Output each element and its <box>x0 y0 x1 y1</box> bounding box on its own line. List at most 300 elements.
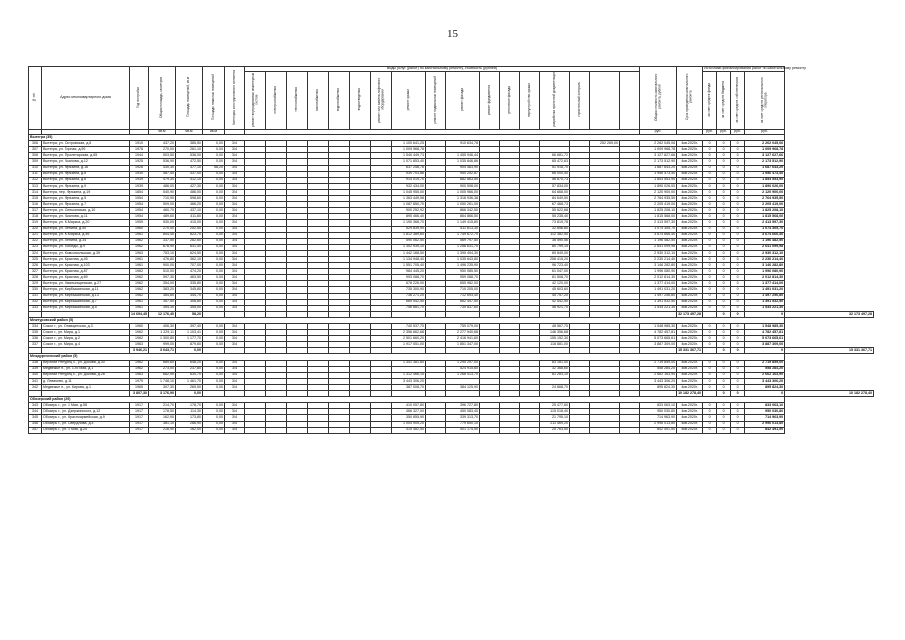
table-cell: 2 719 859,00 <box>640 360 677 366</box>
table-cell <box>590 427 620 433</box>
table-cell: 324 <box>29 250 42 256</box>
table-cell: 486,00 <box>149 183 176 189</box>
total-cell: 0 <box>731 391 745 397</box>
table-cell: 3/4 <box>225 366 245 372</box>
table-cell: 0 <box>731 324 745 330</box>
table-cell: 146 356,68 <box>540 330 570 336</box>
table-cell: 1 455 946,44 <box>446 153 480 159</box>
table-cell: 0 <box>703 226 717 232</box>
table-cell: 4кв.2020г. <box>677 275 703 281</box>
table-cell: 529 839,90 <box>392 226 426 232</box>
table-cell: 1 196 482,50 <box>745 238 785 244</box>
table-cell: 2 413 597,30 <box>640 220 677 226</box>
table-cell: 0 <box>703 196 717 202</box>
table-cell: 0,00 <box>203 189 225 195</box>
table-cell: 314 <box>29 189 42 195</box>
table-cell: 4кв.2020г. <box>677 281 703 287</box>
table-cell: 2 930 312,10 <box>745 250 785 256</box>
total-cell: 32 173 497,28 <box>678 311 702 316</box>
table-cell: 1 491 031,20 <box>745 287 785 293</box>
table-cell: 1 812 389,60 <box>392 232 426 238</box>
table-cell: 1 050 261,00 <box>446 202 480 208</box>
table-cell: 4кв.2020г. <box>677 305 703 311</box>
table-cell: 1962 <box>130 275 149 281</box>
unit-rub: руб. <box>731 130 745 135</box>
table-cell: 0 <box>717 208 731 214</box>
table-cell: 0 <box>731 421 745 427</box>
table-cell: 237,80 <box>176 366 203 372</box>
table-cell: 0 <box>731 378 745 384</box>
total-cell: 10 182 278,40 <box>678 390 702 395</box>
table-cell: 1961 <box>130 256 149 262</box>
table-cell: Верхний Репурец с., ул. Докова, д.30 <box>42 360 130 366</box>
table-cell: 914 019,70 <box>392 177 426 183</box>
table-cell: 833 063,10 <box>745 403 785 409</box>
table-cell: Вытегра, ул. Сенькинская, д.10 <box>42 208 130 214</box>
header-work: строительный контроль <box>570 71 590 130</box>
table-cell: 3/4 <box>225 196 245 202</box>
table-cell: 4кв.2020г. <box>677 403 703 409</box>
table-cell: 3 443 306,20 <box>745 378 785 384</box>
table-cell: 0,00 <box>203 153 225 159</box>
table-header <box>29 67 874 135</box>
table-cell: 1 009 968,78 <box>640 147 677 153</box>
table-cell: 1 316 936,38 <box>446 196 480 202</box>
table-cell: 343 <box>29 403 42 409</box>
total-cell: 14 694,45 <box>131 311 147 316</box>
table-cell: 4кв.2020г. <box>677 366 703 372</box>
table-cell: Вытегра, ул. Пролетарская, д.65 <box>42 153 130 159</box>
table-cell: 25 477,60 <box>540 403 570 409</box>
table-cell: 0 <box>703 336 717 342</box>
table-cell: Вытегра, ул. Островская, д.6 <box>42 141 130 147</box>
table-cell: Вытегра, ул. Фрязина, д.7 <box>42 202 130 208</box>
table-cell: 689,60 <box>149 360 176 366</box>
table-cell: 1962 <box>130 366 149 372</box>
table-cell: 0,00 <box>203 183 225 189</box>
table-cell: 466,20 <box>176 202 203 208</box>
table-cell: 0 <box>731 183 745 189</box>
table-cell: 3/4 <box>225 372 245 378</box>
table-cell: 318 <box>29 214 42 220</box>
table-cell: Вытегра, пер. Фрязина, д.19 <box>42 189 130 195</box>
table-cell: 1 551 705,40 <box>392 263 426 269</box>
unit-rub: руб. <box>703 130 717 135</box>
unit-m2: кв.м <box>149 130 176 135</box>
table-cell: 0 <box>703 165 717 171</box>
table-cell: 0 <box>703 360 717 366</box>
table-cell: 286,90 <box>176 421 203 427</box>
table-cell: 342 <box>29 384 42 390</box>
table-cell: 0,00 <box>203 171 225 177</box>
table-cell: 330 <box>29 287 42 293</box>
table-cell: 0 <box>703 372 717 378</box>
table-cell: 3/4 <box>225 214 245 220</box>
table-cell: 3 674 666,40 <box>640 232 677 238</box>
table-cell: 55 622,68 <box>540 208 570 214</box>
table-cell: 0 <box>703 244 717 250</box>
table-cell: 1 497 256,80 <box>745 293 785 299</box>
table-cell: 354,00 <box>149 281 176 287</box>
table-cell: 412,10 <box>176 177 203 183</box>
total-cell: 0,00 <box>176 348 203 354</box>
table-cell: 2 719 859,00 <box>745 360 785 366</box>
table-cell: 0 <box>703 171 717 177</box>
header-fin-source: за счет средств регионального оператора <box>745 71 785 130</box>
table-cell: 80 799,15 <box>540 244 570 250</box>
table-cell: 736 271,20 <box>392 293 426 299</box>
table-cell: 0,00 <box>203 141 225 147</box>
table-cell: 950 030,80 <box>640 409 677 415</box>
table-cell: 323 <box>29 244 42 250</box>
table-cell: 474,20 <box>176 269 203 275</box>
header-work: утепление фасада <box>500 71 520 130</box>
table-cell: 0 <box>717 189 731 195</box>
table-cell: 1 196 482,50 <box>640 238 677 244</box>
table-cell: 0,00 <box>203 409 225 415</box>
table-cell: 0,00 <box>203 378 225 384</box>
header-number: № п/п <box>29 67 42 130</box>
total-cell: 32 173 497,28 <box>785 311 874 317</box>
table-cell: 4кв.2020г. <box>677 238 703 244</box>
table-cell: 3/4 <box>225 208 245 214</box>
table-cell: Вытегра, ул. Красная, д.103 <box>42 263 130 269</box>
table-cell: 0 <box>717 372 731 378</box>
table-cell: 714 963,90 <box>745 415 785 421</box>
table-cell: 1 825 208,10 <box>640 208 677 214</box>
table-cell: д. Левачево, д.11 <box>42 378 130 384</box>
table-cell: 311 <box>29 171 42 177</box>
header-living-area: Площадь помещений, кв.м <box>176 67 203 130</box>
table-cell: 25 763,50 <box>540 427 570 433</box>
district-title: Обозерский район (29) <box>29 397 785 403</box>
table-cell: 3/4 <box>225 421 245 427</box>
table-cell: Вытегра, ул. Кирбышинская, д.5 <box>42 305 130 311</box>
table-cell: 51 918,70 <box>540 165 570 171</box>
table-cell: 1 258 631,70 <box>446 244 480 250</box>
table-cell: 340 <box>29 372 42 378</box>
table-cell: 55 235,40 <box>540 214 570 220</box>
table-cell: 1 103,41 <box>176 330 203 336</box>
table-cell: 56 670,73 <box>540 177 570 183</box>
table-cell: 58,20 <box>203 165 225 171</box>
table-cell: 0,00 <box>203 220 225 226</box>
table-cell: 3 443 306,20 <box>392 378 426 384</box>
table-cell: 0 <box>717 183 731 189</box>
table-cell: 1 534 221,30 <box>640 305 677 311</box>
total-cell: 0 <box>717 311 731 317</box>
table-cell: 387 008,70 <box>392 384 426 390</box>
table-cell: 489,60 <box>149 214 176 220</box>
table-cell: 0,00 <box>203 384 225 390</box>
table-cell: 932 434,00 <box>392 183 426 189</box>
table-cell: 437,00 <box>176 171 203 177</box>
table-cell: 346 <box>29 421 42 427</box>
table-cell: 3/4 <box>225 153 245 159</box>
table-cell: 0 <box>703 202 717 208</box>
table-cell: 306,80 <box>176 299 203 305</box>
table-cell: 3/4 <box>225 256 245 262</box>
table-cell: 21 795,10 <box>540 415 570 421</box>
table-cell: 2 120 900,00 <box>640 189 677 195</box>
table-cell <box>287 427 308 433</box>
table-cell: 0 <box>717 171 731 177</box>
table-cell: 476,80 <box>149 256 176 262</box>
table-cell: 0 <box>703 141 717 147</box>
table-cell: 1 312 466,10 <box>392 372 426 378</box>
table-cell: 0 <box>703 220 717 226</box>
table-cell: 3/4 <box>225 305 245 311</box>
table-cell: 0 <box>731 208 745 214</box>
table-cell: 3 887 309,00 <box>640 342 677 348</box>
table-cell: 4кв.2020г. <box>677 299 703 305</box>
table-cell: 4кв.2020г. <box>677 330 703 336</box>
table-cell: 4кв.2020г. <box>677 183 703 189</box>
table-cell: 344,70 <box>176 293 203 299</box>
table-cell: 3/4 <box>225 232 245 238</box>
table-cell: 410 057,80 <box>392 403 426 409</box>
table-cell: 0 <box>731 177 745 183</box>
table-cell: 0 <box>731 415 745 421</box>
table-cell: 0 <box>731 244 745 250</box>
table-cell: 1 496 235,90 <box>446 263 480 269</box>
table-cell: 2 662 163,90 <box>745 372 785 378</box>
table-cell: 0,00 <box>203 324 225 330</box>
header-work: ремонт или замена лифтового оборудования <box>371 71 392 130</box>
table-cell: 0 <box>717 409 731 415</box>
table-cell: Вытегра, ул. Красная, д.45 <box>42 256 130 262</box>
table-cell: 0 <box>717 238 731 244</box>
table-cell: 1 491 031,20 <box>640 287 677 293</box>
table-cell: 3/4 <box>225 141 245 147</box>
table-cell: Медвежье п., ул. Кирова, д.1 <box>42 384 130 390</box>
table-cell: 4кв.2020г. <box>677 415 703 421</box>
table-cell: 0 <box>731 269 745 275</box>
table-cell: 1963 <box>130 250 149 256</box>
table-cell: 335,80 <box>176 281 203 287</box>
table-cell: 338 <box>29 360 42 366</box>
table-cell: 3/4 <box>225 324 245 330</box>
table-cell: 3/4 <box>225 342 245 348</box>
header-work: ремонт внутридомовых инженерных систем <box>245 71 266 130</box>
table-cell: 900 598,00 <box>446 183 480 189</box>
table-cell: 4кв.2020г. <box>677 214 703 220</box>
table-cell: 0 <box>731 372 745 378</box>
table-cell: 1979 <box>130 378 149 384</box>
table-cell: 2 996 013,80 <box>640 421 677 427</box>
table-cell: Обозерь г., ул. Дзержинского, д.12 <box>42 409 130 415</box>
total-cell: 15 331 367,71 <box>785 348 874 354</box>
table-cell: 3/4 <box>225 244 245 250</box>
table-cell: 463,50 <box>176 275 203 281</box>
header-work: ремонт фундамента <box>480 71 500 130</box>
table-cell: 624,50 <box>176 250 203 256</box>
table-cell: 48 567,70 <box>540 324 570 330</box>
table-cell: 536,90 <box>149 159 176 165</box>
table-cell: 3/4 <box>225 287 245 293</box>
table-cell: 4кв.2020г. <box>677 202 703 208</box>
table-cell: 4кв.2020г. <box>677 372 703 378</box>
table-cell: 3/4 <box>225 330 245 336</box>
table-cell: 0,00 <box>203 250 225 256</box>
header-work: электроснабжения <box>266 71 287 130</box>
table-cell: Вытегра, ул. Красная, д.87 <box>42 269 130 275</box>
table-cell: 0,00 <box>203 293 225 299</box>
table-cell: 1962 <box>130 336 149 342</box>
table-cell: 2 120 900,00 <box>745 189 785 195</box>
table-cell: 0 <box>703 287 717 293</box>
table-cell: Сокол г., ул. Мира, д.4 <box>42 342 130 348</box>
table-cell: 1 004 905,20 <box>392 421 426 427</box>
table-cell: 0 <box>717 330 731 336</box>
table-cell: 329 <box>29 281 42 287</box>
table-cell: 460,70 <box>149 208 176 214</box>
table-cell: 753,10 <box>149 250 176 256</box>
page-number: 15 <box>447 28 458 40</box>
header-fin-source: за счет средств бюджета <box>717 71 731 130</box>
header-work <box>620 71 640 130</box>
table-cell <box>620 427 640 433</box>
table-cell: 0 <box>731 165 745 171</box>
table-cell: 4кв.2020г. <box>677 153 703 159</box>
table-cell: 0 <box>703 299 717 305</box>
table-cell: 486,00 <box>176 189 203 195</box>
table-cell: 381,10 <box>149 421 176 427</box>
table-cell: 270,50 <box>149 226 176 232</box>
table-cell <box>500 427 520 433</box>
total-cell: 3 946,21 <box>130 348 149 354</box>
table-cell: 1 071 853,40 <box>392 159 426 165</box>
table-cell: 4кв.2020г. <box>677 196 703 202</box>
table-cell: 1 815 568,00 <box>745 214 785 220</box>
table-cell: 0 <box>717 378 731 384</box>
table-cell: 258 415,20 <box>540 256 570 262</box>
table-cell <box>308 427 329 433</box>
table-cell: 779 650,10 <box>446 421 480 427</box>
table-cell: Вытегра, ул. Фрязина, д.9 <box>42 183 130 189</box>
table-cell: 0 <box>731 330 745 336</box>
table-cell: 0 <box>703 238 717 244</box>
table-cell: 334 <box>29 324 42 330</box>
table-cell: 3/4 <box>225 250 245 256</box>
table-cell: 655 982,00 <box>446 281 480 287</box>
table-cell: Вытегра, ул. Комсомольская, д.39 <box>42 250 130 256</box>
table-cell: 0,00 <box>203 202 225 208</box>
table-cell: 0 <box>731 232 745 238</box>
table-cell: 0 <box>731 366 745 372</box>
table-cell: 0 <box>703 421 717 427</box>
table-cell: 1 149 415,80 <box>446 220 480 226</box>
table-cell: 1 363 449,58 <box>392 196 426 202</box>
table-cell: 0 <box>717 275 731 281</box>
table-cell <box>520 427 540 433</box>
table-cell: 1917 <box>130 415 149 421</box>
table-cell: Вытегра, ул. Хвалынщинская, д.27 <box>42 281 130 287</box>
table-cell: 3/4 <box>225 403 245 409</box>
table-cell: 332 <box>29 299 42 305</box>
table-cell: 315 <box>29 196 42 202</box>
table-cell: 3/4 <box>225 220 245 226</box>
table-cell: 1 442 168,50 <box>392 250 426 256</box>
table-cell: 0,00 <box>203 256 225 262</box>
table-cell: Вытегра, ул. К.Маркса, д.46 <box>42 232 130 238</box>
table-cell: 0,00 <box>203 214 225 220</box>
table-cell: Вытегра, ул. Фрязина, д.8 <box>42 171 130 177</box>
table-cell: 96 723,40 <box>540 263 570 269</box>
table-cell <box>371 427 392 433</box>
table-cell: 394,30 <box>149 305 176 311</box>
table-cell: 385,50 <box>176 141 203 147</box>
total-cell: 0 <box>745 391 785 397</box>
table-cell: 479,30 <box>149 177 176 183</box>
table-cell: 0 <box>717 177 731 183</box>
table-cell: Вытегра, ул. Чкалова, д.11 <box>42 214 130 220</box>
table-cell: 401 174,50 <box>446 427 480 433</box>
table-cell: 46 921,70 <box>540 305 570 311</box>
table-cell: 2 996 013,80 <box>745 421 785 427</box>
table-cell: 3/4 <box>225 159 245 165</box>
table-cell: 0 <box>703 256 717 262</box>
table-cell: 2 930 312,10 <box>640 250 677 256</box>
table-cell: 337,50 <box>149 238 176 244</box>
table-cell: 895 824,30 <box>745 384 785 390</box>
table-cell: 437,10 <box>176 208 203 214</box>
table-cell: Обозерь г., ул. 1 Мая, д.58 <box>42 403 130 409</box>
table-cell: Обозерь г., ул. Свердлова, д.4 <box>42 421 130 427</box>
table-cell: 0,00 <box>203 372 225 378</box>
table-cell: 1 391 532,50 <box>640 299 677 305</box>
table-cell: 0,00 <box>203 287 225 293</box>
table-cell: 2 413 597,30 <box>745 220 785 226</box>
table-cell: 1 996 080,90 <box>640 269 677 275</box>
table-cell <box>329 427 350 433</box>
table-cell: 341 <box>29 378 42 384</box>
table-cell: 3/4 <box>225 238 245 244</box>
table-cell: 5 073 665,61 <box>745 336 785 342</box>
table-cell: 2 764 935,50 <box>745 196 785 202</box>
table-cell: 3 674 666,40 <box>745 232 785 238</box>
table-cell: 0,00 <box>203 421 225 427</box>
table-cell: 0 <box>717 293 731 299</box>
table-cell: 900,00 <box>149 263 176 269</box>
table-cell: 0 <box>717 287 731 293</box>
table-cell: 0 <box>731 171 745 177</box>
table-cell: 42 542,50 <box>540 299 570 305</box>
table-cell: Вытегра, ул. Фрязина, д.16 <box>42 165 130 171</box>
table-cell: 0 <box>731 153 745 159</box>
table-cell: 993 088,70 <box>392 275 426 281</box>
table-cell: 252 269,00 <box>590 141 620 147</box>
table-cell: 1 100 641,25 <box>392 141 426 147</box>
table-cell: 1960 <box>130 324 149 330</box>
table-cell: 0 <box>717 159 731 165</box>
table-cell: 61 508,70 <box>540 275 570 281</box>
header-work: водоснабжения <box>329 71 350 130</box>
table-cell: 32 368,60 <box>540 366 570 372</box>
table-cell: 319 <box>29 220 42 226</box>
table-cell <box>480 427 500 433</box>
table-cell: 1 853 553,90 <box>640 177 677 183</box>
table-cell: 0 <box>717 415 731 421</box>
table-cell: 1954 <box>130 202 149 208</box>
table-cell: 0,00 <box>203 238 225 244</box>
table-cell: 0 <box>717 202 731 208</box>
table-cell: 1 534 221,30 <box>745 305 785 311</box>
table-cell: 4 782 457,81 <box>745 330 785 336</box>
table-cell: 0 <box>703 159 717 165</box>
table-cell: 0 <box>703 415 717 421</box>
district-title: Вытегра (35) <box>29 135 785 141</box>
